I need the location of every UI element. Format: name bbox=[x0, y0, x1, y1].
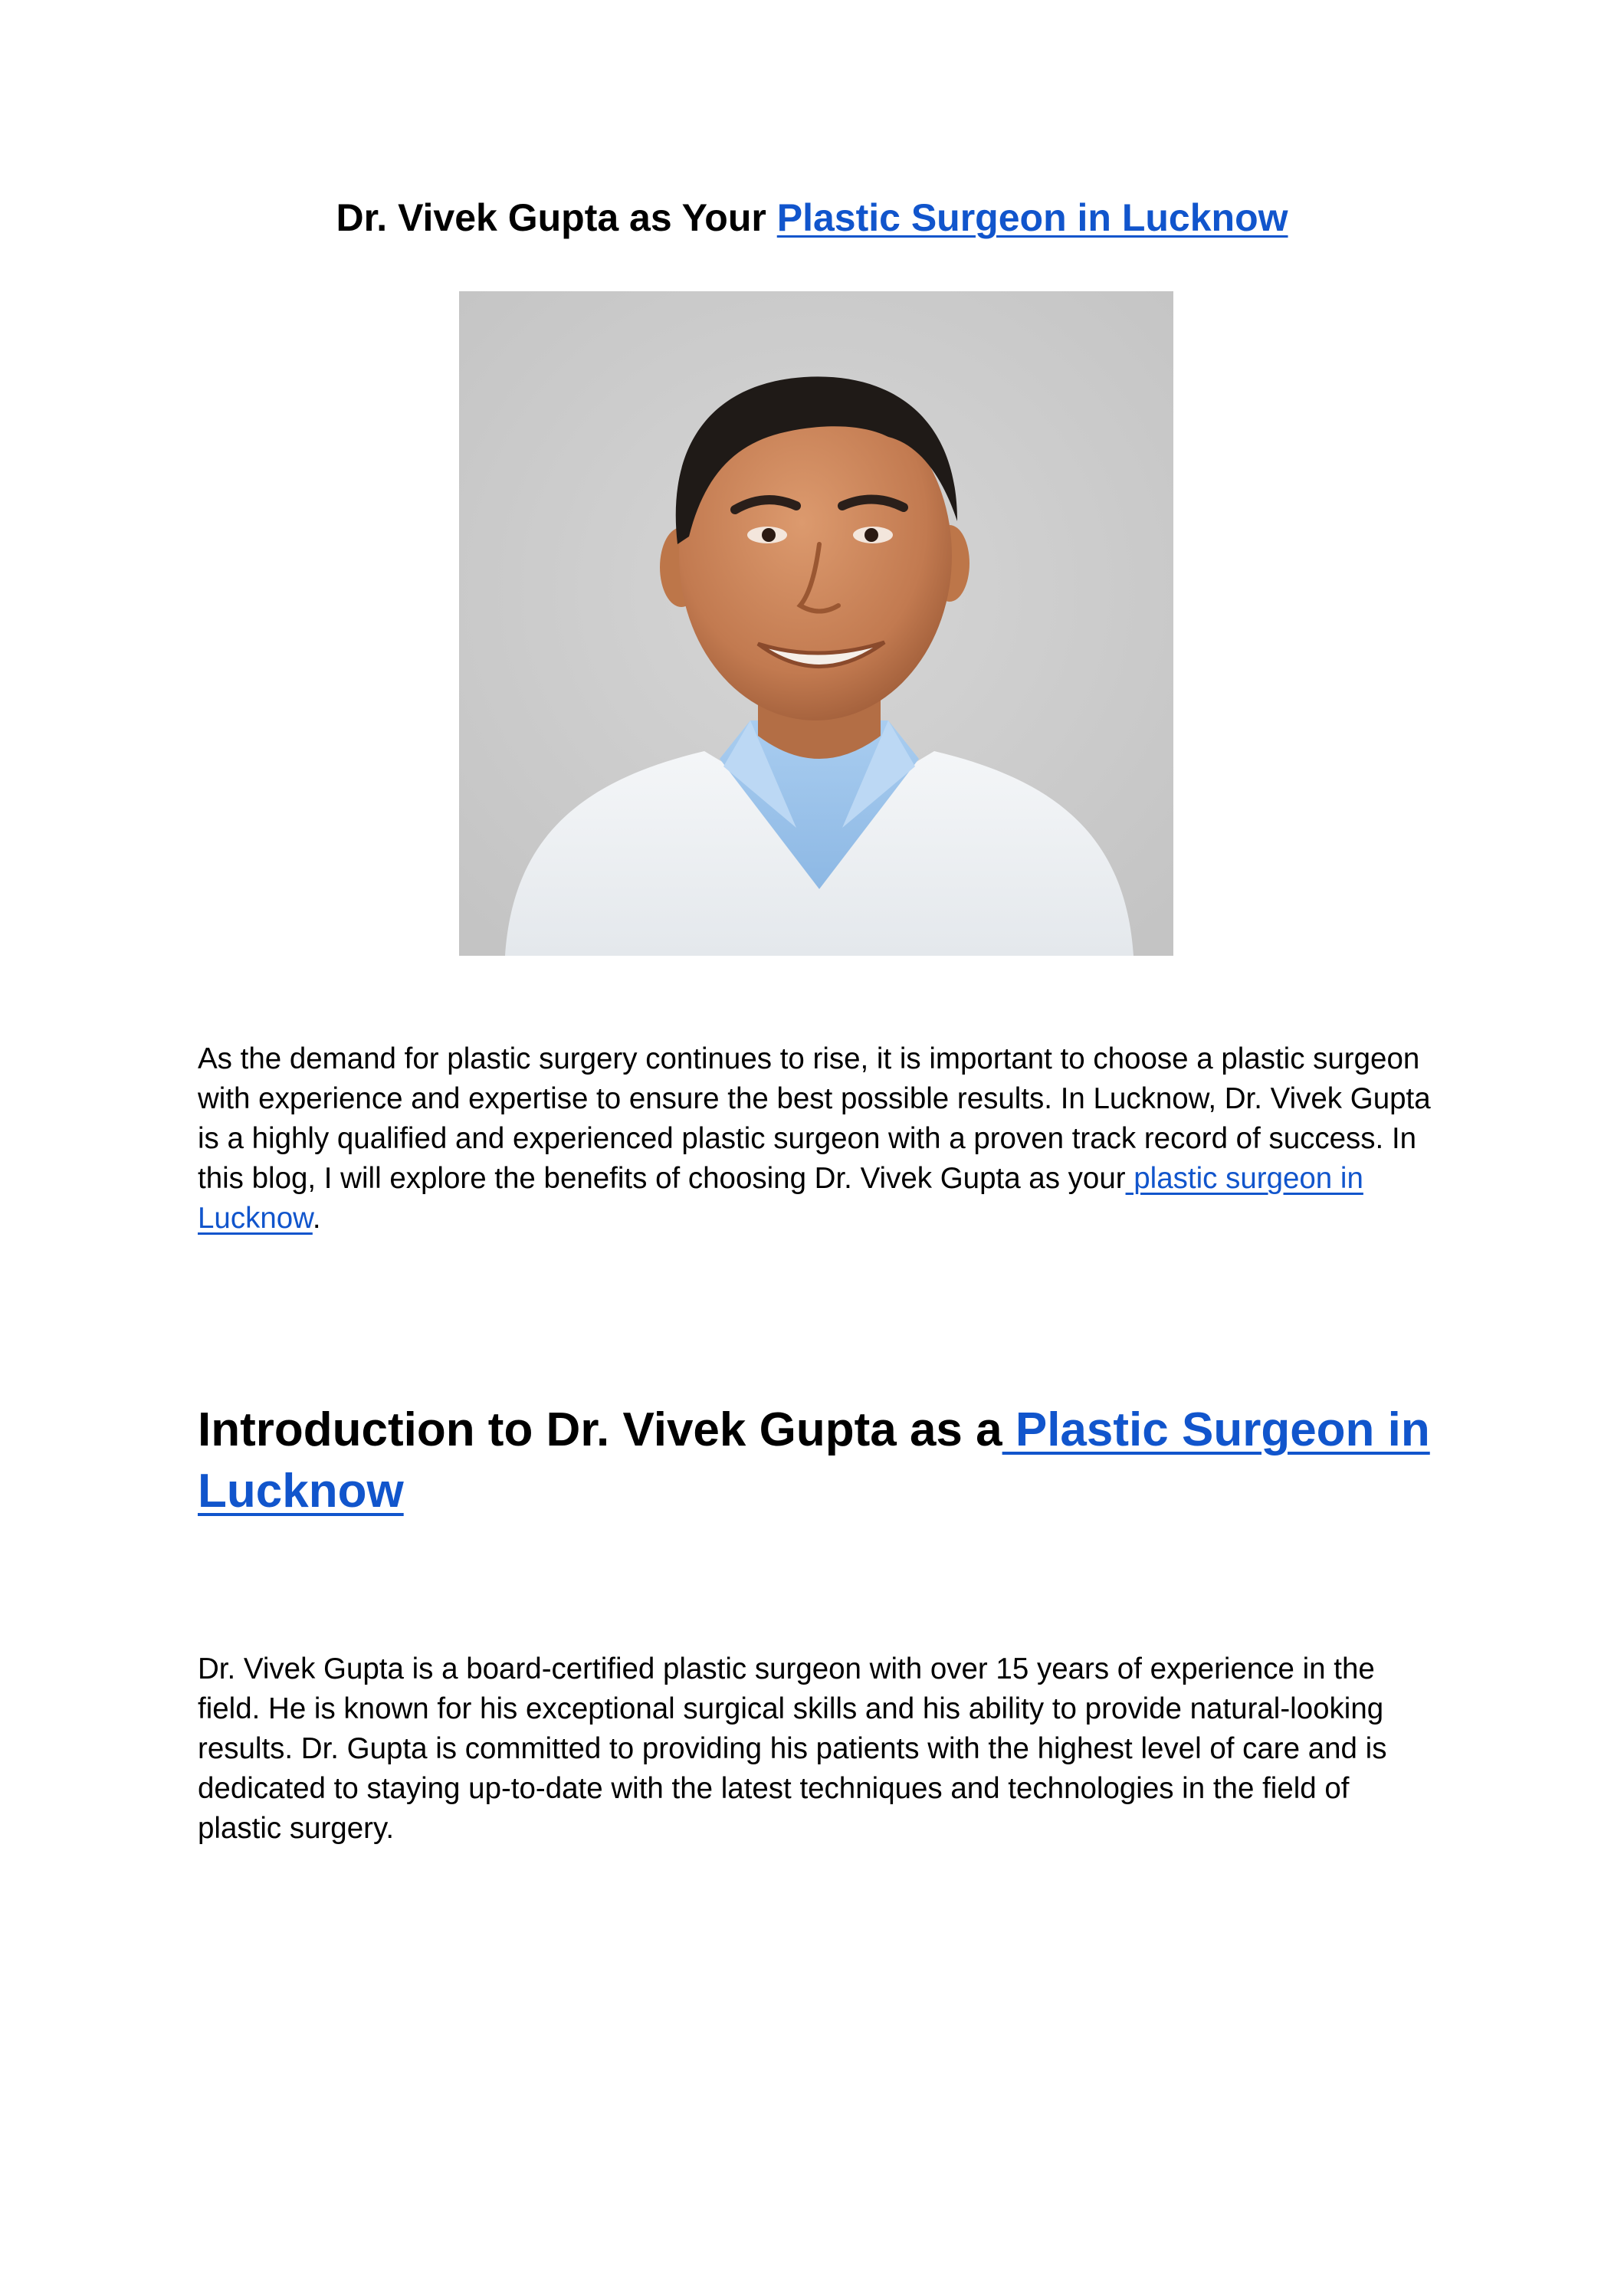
doctor-portrait-illustration bbox=[459, 291, 1173, 956]
intro-text: As the demand for plastic surgery continues to rise, it is important to choose a plastic surgeon with experience and expertise to ensure the best possible results. In Lucknow, Dr. Vivek Gupta is a highly qualified and experienced plastic surgeon with a proven track record of success. In this blog, I will explore the benefits of choosing Dr. Vivek Gupta as your bbox=[198, 1042, 1431, 1195]
section-heading-link[interactable]: Plastic Surgeon in Lucknow bbox=[198, 1403, 1430, 1518]
section-heading bbox=[198, 1400, 1455, 1522]
page-title bbox=[0, 190, 1624, 245]
section-heading-text: Introduction to Dr. Vivek Gupta as a bbox=[198, 1403, 1002, 1456]
section-paragraph: Dr. Vivek Gupta is a board-certified plastic surgeon with over 15 years of experience in the field. He is known for his exceptional surgical skills and his ability to provide natural-looking results. Dr. Gupta is committed to providing his patients with the highest level of care and is dedicated to staying up-to-date with the latest techniques and technologies in the field of plastic surgery. bbox=[198, 1652, 1387, 1845]
doctor-photo bbox=[459, 291, 1173, 956]
title-text: Dr. Vivek Gupta as Your bbox=[336, 196, 777, 239]
intro-end: . bbox=[312, 1202, 321, 1235]
intro-paragraph bbox=[198, 1039, 1432, 1239]
intro-link[interactable]: plastic surgeon in Lucknow bbox=[198, 1162, 1363, 1235]
title-link[interactable]: Plastic Surgeon in Lucknow bbox=[776, 196, 1288, 239]
